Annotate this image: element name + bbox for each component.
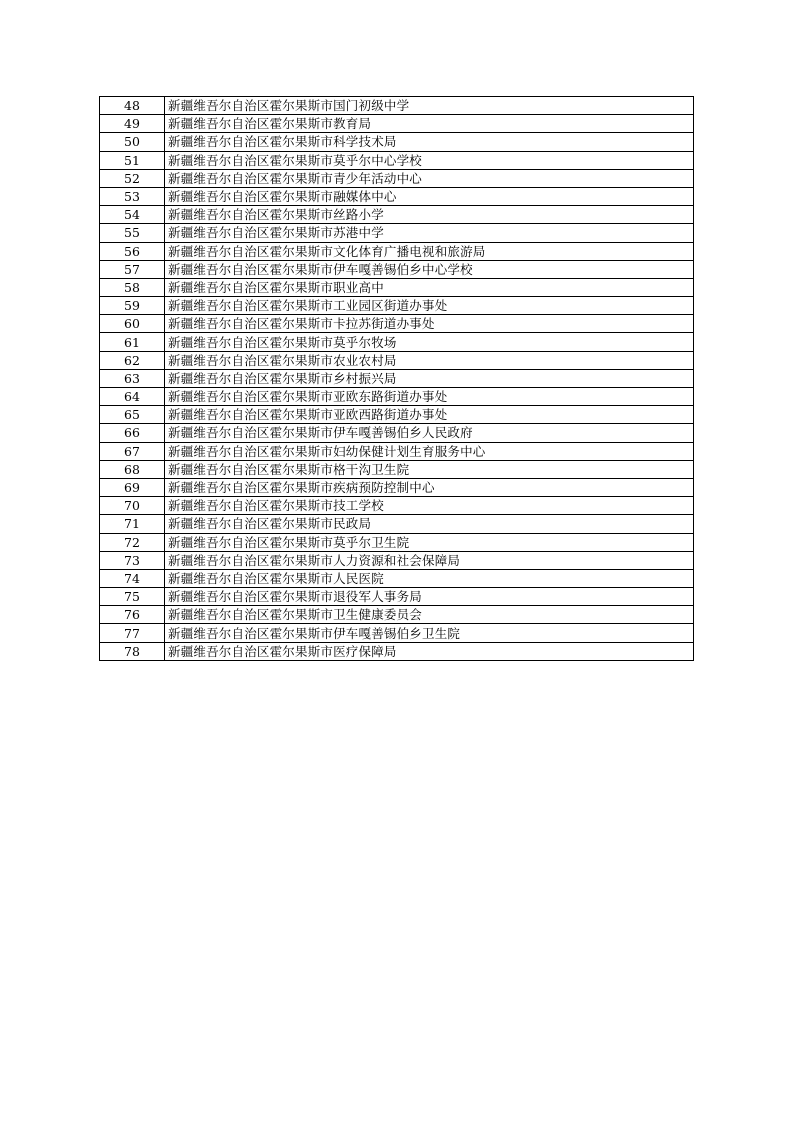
table-row — [100, 151, 694, 169]
table-row — [100, 533, 694, 551]
unit-name: 新疆维吾尔自治区霍尔果斯市苏港中学 — [165, 224, 694, 242]
row-number: 55 — [100, 224, 165, 242]
unit-name: 新疆维吾尔自治区霍尔果斯市亚欧西路街道办事处 — [165, 406, 694, 424]
unit-name: 新疆维吾尔自治区霍尔果斯市伊车嘎善锡伯乡人民政府 — [165, 424, 694, 442]
row-number: 51 — [100, 151, 165, 169]
unit-name: 新疆维吾尔自治区霍尔果斯市医疗保障局 — [165, 642, 694, 660]
row-number: 78 — [100, 642, 165, 660]
unit-name: 新疆维吾尔自治区霍尔果斯市莫乎尔卫生院 — [165, 533, 694, 551]
table-row — [100, 460, 694, 478]
row-number: 64 — [100, 388, 165, 406]
unit-name: 新疆维吾尔自治区霍尔果斯市工业园区街道办事处 — [165, 297, 694, 315]
table-row — [100, 606, 694, 624]
unit-name: 新疆维吾尔自治区霍尔果斯市格干沟卫生院 — [165, 460, 694, 478]
table-row — [100, 333, 694, 351]
table-row — [100, 497, 694, 515]
table-row — [100, 278, 694, 296]
table-row — [100, 315, 694, 333]
unit-name: 新疆维吾尔自治区霍尔果斯市伊车嘎善锡伯乡卫生院 — [165, 624, 694, 642]
unit-name: 新疆维吾尔自治区霍尔果斯市丝路小学 — [165, 206, 694, 224]
table-row — [100, 551, 694, 569]
unit-name: 新疆维吾尔自治区霍尔果斯市亚欧东路街道办事处 — [165, 388, 694, 406]
row-number: 73 — [100, 551, 165, 569]
table-row — [100, 588, 694, 606]
unit-name: 新疆维吾尔自治区霍尔果斯市科学技术局 — [165, 133, 694, 151]
row-number: 74 — [100, 569, 165, 587]
row-number: 60 — [100, 315, 165, 333]
unit-name: 新疆维吾尔自治区霍尔果斯市人民医院 — [165, 569, 694, 587]
table-row — [100, 369, 694, 387]
unit-name: 新疆维吾尔自治区霍尔果斯市乡村振兴局 — [165, 369, 694, 387]
row-number: 63 — [100, 369, 165, 387]
table-row — [100, 406, 694, 424]
unit-name: 新疆维吾尔自治区霍尔果斯市教育局 — [165, 115, 694, 133]
table-row — [100, 642, 694, 660]
row-number: 49 — [100, 115, 165, 133]
row-number: 67 — [100, 442, 165, 460]
row-number: 77 — [100, 624, 165, 642]
row-number: 61 — [100, 333, 165, 351]
table-row — [100, 569, 694, 587]
unit-name: 新疆维吾尔自治区霍尔果斯市青少年活动中心 — [165, 169, 694, 187]
table-row — [100, 351, 694, 369]
unit-list-body — [100, 97, 694, 661]
row-number: 48 — [100, 97, 165, 115]
unit-name: 新疆维吾尔自治区霍尔果斯市技工学校 — [165, 497, 694, 515]
unit-name: 新疆维吾尔自治区霍尔果斯市卫生健康委员会 — [165, 606, 694, 624]
row-number: 76 — [100, 606, 165, 624]
unit-name: 新疆维吾尔自治区霍尔果斯市人力资源和社会保障局 — [165, 551, 694, 569]
table-row — [100, 442, 694, 460]
table-row — [100, 115, 694, 133]
unit-name: 新疆维吾尔自治区霍尔果斯市卡拉苏街道办事处 — [165, 315, 694, 333]
row-number: 59 — [100, 297, 165, 315]
unit-name: 新疆维吾尔自治区霍尔果斯市退役军人事务局 — [165, 588, 694, 606]
unit-name: 新疆维吾尔自治区霍尔果斯市职业高中 — [165, 278, 694, 296]
table-row — [100, 478, 694, 496]
unit-name: 新疆维吾尔自治区霍尔果斯市融媒体中心 — [165, 187, 694, 205]
unit-name: 新疆维吾尔自治区霍尔果斯市民政局 — [165, 515, 694, 533]
row-number: 56 — [100, 242, 165, 260]
table-row — [100, 206, 694, 224]
row-number: 70 — [100, 497, 165, 515]
table-row — [100, 424, 694, 442]
table-row — [100, 97, 694, 115]
row-number: 66 — [100, 424, 165, 442]
row-number: 53 — [100, 187, 165, 205]
row-number: 52 — [100, 169, 165, 187]
row-number: 69 — [100, 478, 165, 496]
row-number: 54 — [100, 206, 165, 224]
row-number: 58 — [100, 278, 165, 296]
unit-name: 新疆维吾尔自治区霍尔果斯市文化体育广播电视和旅游局 — [165, 242, 694, 260]
unit-name: 新疆维吾尔自治区霍尔果斯市农业农村局 — [165, 351, 694, 369]
table-row — [100, 297, 694, 315]
unit-name: 新疆维吾尔自治区霍尔果斯市疾病预防控制中心 — [165, 478, 694, 496]
row-number: 50 — [100, 133, 165, 151]
table-row — [100, 242, 694, 260]
unit-name: 新疆维吾尔自治区霍尔果斯市妇幼保健计划生育服务中心 — [165, 442, 694, 460]
table-row — [100, 187, 694, 205]
row-number: 75 — [100, 588, 165, 606]
unit-name: 新疆维吾尔自治区霍尔果斯市国门初级中学 — [165, 97, 694, 115]
table-row — [100, 224, 694, 242]
unit-name: 新疆维吾尔自治区霍尔果斯市莫乎尔中心学校 — [165, 151, 694, 169]
table-row — [100, 260, 694, 278]
row-number: 65 — [100, 406, 165, 424]
unit-name: 新疆维吾尔自治区霍尔果斯市莫乎尔牧场 — [165, 333, 694, 351]
table-row — [100, 133, 694, 151]
row-number: 57 — [100, 260, 165, 278]
table-row — [100, 388, 694, 406]
table-row — [100, 624, 694, 642]
row-number: 62 — [100, 351, 165, 369]
table-row — [100, 169, 694, 187]
row-number: 72 — [100, 533, 165, 551]
unit-name: 新疆维吾尔自治区霍尔果斯市伊车嘎善锡伯乡中心学校 — [165, 260, 694, 278]
row-number: 68 — [100, 460, 165, 478]
unit-list-table — [99, 96, 694, 661]
row-number: 71 — [100, 515, 165, 533]
table-row — [100, 515, 694, 533]
